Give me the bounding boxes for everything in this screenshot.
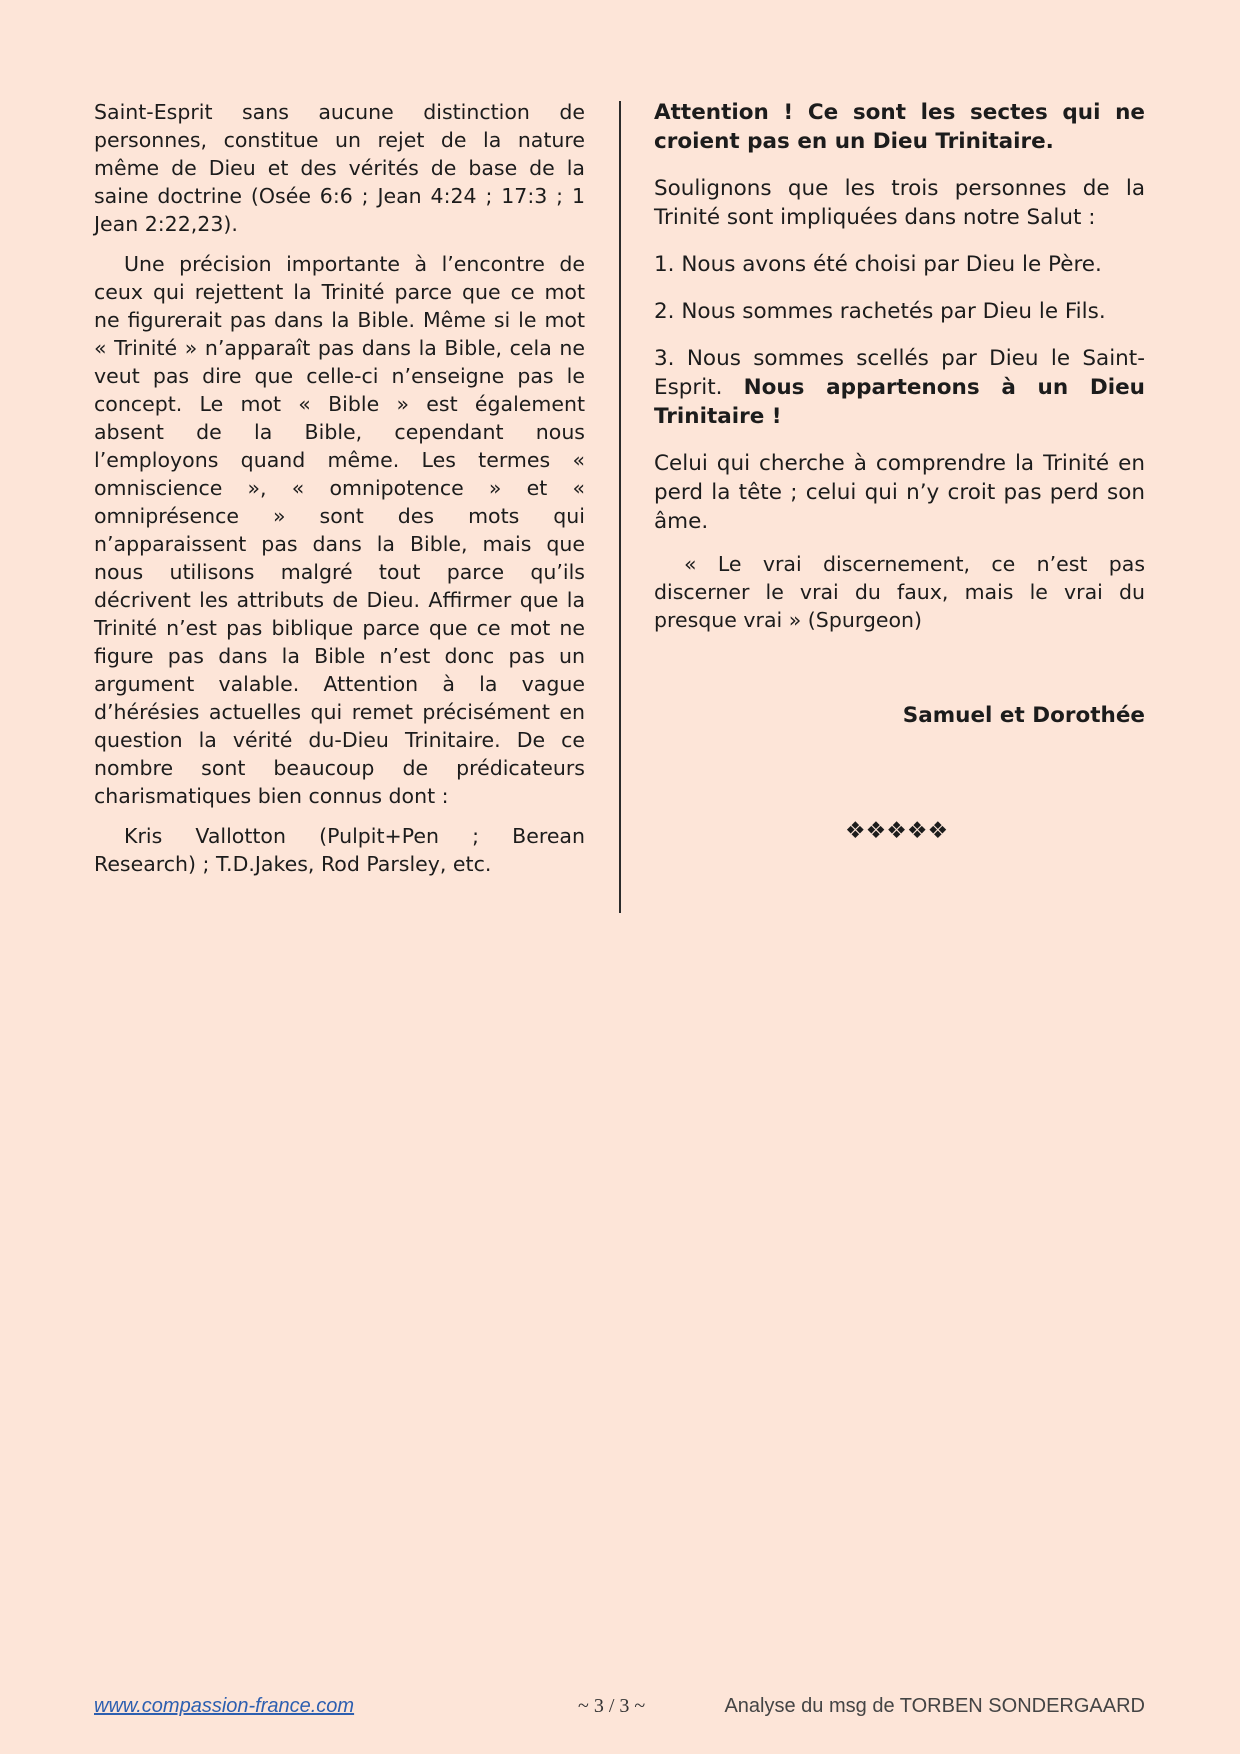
diamond-ornament-icon: ❖❖❖❖❖	[845, 818, 949, 844]
warning-heading: Attention ! Ce sont les sectes qui ne croient pas en un Dieu Trinitaire.	[654, 100, 1145, 154]
spurgeon-quote: « Le vrai discernement, ce n’est pas discerner le vrai du faux, mais le vrai du presque vrai » (Spurgeon)	[654, 552, 1145, 632]
left-paragraph-3: Kris Vallotton (Pulpit+Pen ; Berean Research) ; T.D.Jakes, Rod Parsley, etc.	[94, 824, 585, 876]
trinity-reflection: Celui qui cherche à comprendre la Trinité en perd la tête ; celui qui n’y croit pas perd son âme.	[654, 451, 1145, 534]
left-paragraph-2: Une précision importante à l’encontre de ceux qui rejettent la Trinité parce que ce mot ne figurerait pas dans la Bible. Même si le mot « Trinité » n’apparaît pas dans la Bible, cela ne veut pas dire que celle-ci n’enseigne pas le concept. Le mot « Bible » est également absent de la Bible, cependant nous l’employons quand même. Les termes « omniscience », « omnipotence » et « omniprésence » sont des mots qui n’apparaissent pas dans la Bible, mais que nous utilisons malgré tout parce qu’ils décrivent les attributs de Dieu. Affirmer que la Trinité n’est pas biblique parce que ce mot ne figure pas dans la Bible n’est donc pas un argument valable. Attention à la vague d’hérésies actuelles qui remet précisément en question la vérité du-Dieu Trinitaire. De ce nombre sont beaucoup de prédicateurs charismatiques bien connus dont :	[94, 252, 585, 808]
page-number: ~ 3 / 3 ~	[578, 1695, 646, 1717]
salvation-point-1: 1. Nous avons été choisi par Dieu le Père.	[654, 252, 1102, 277]
salvation-intro: Soulignons que les trois personnes de la Trinité sont impliquées dans notre Salut :	[654, 176, 1145, 230]
signature: Samuel et Dorothée	[902, 703, 1145, 728]
salvation-point-3-emphasis: Nous appartenons à un Dieu Trinitaire !	[654, 375, 1145, 429]
column-divider	[619, 101, 621, 913]
right-column	[654, 98, 1145, 652]
source-note: Analyse du msg de TORBEN SONDERGAARD	[724, 1695, 1145, 1717]
website-link[interactable]: www.compassion-france.com	[94, 1695, 355, 1717]
salvation-point-3	[654, 344, 1145, 431]
salvation-point-2: 2. Nous sommes rachetés par Dieu le Fils.	[654, 299, 1106, 324]
left-column	[94, 98, 585, 890]
salvation-point-3-text: 3. Nous sommes scellés par Dieu le Saint-Esprit.	[654, 346, 1145, 400]
left-paragraph-1: Saint-Esprit sans aucune distinction de personnes, constitue un rejet de la nature même de Dieu et des vérités de base de la saine doctrine (Osée 6:6 ; Jean 4:24 ; 17:3 ; 1 Jean 2:22,23).	[94, 100, 585, 236]
